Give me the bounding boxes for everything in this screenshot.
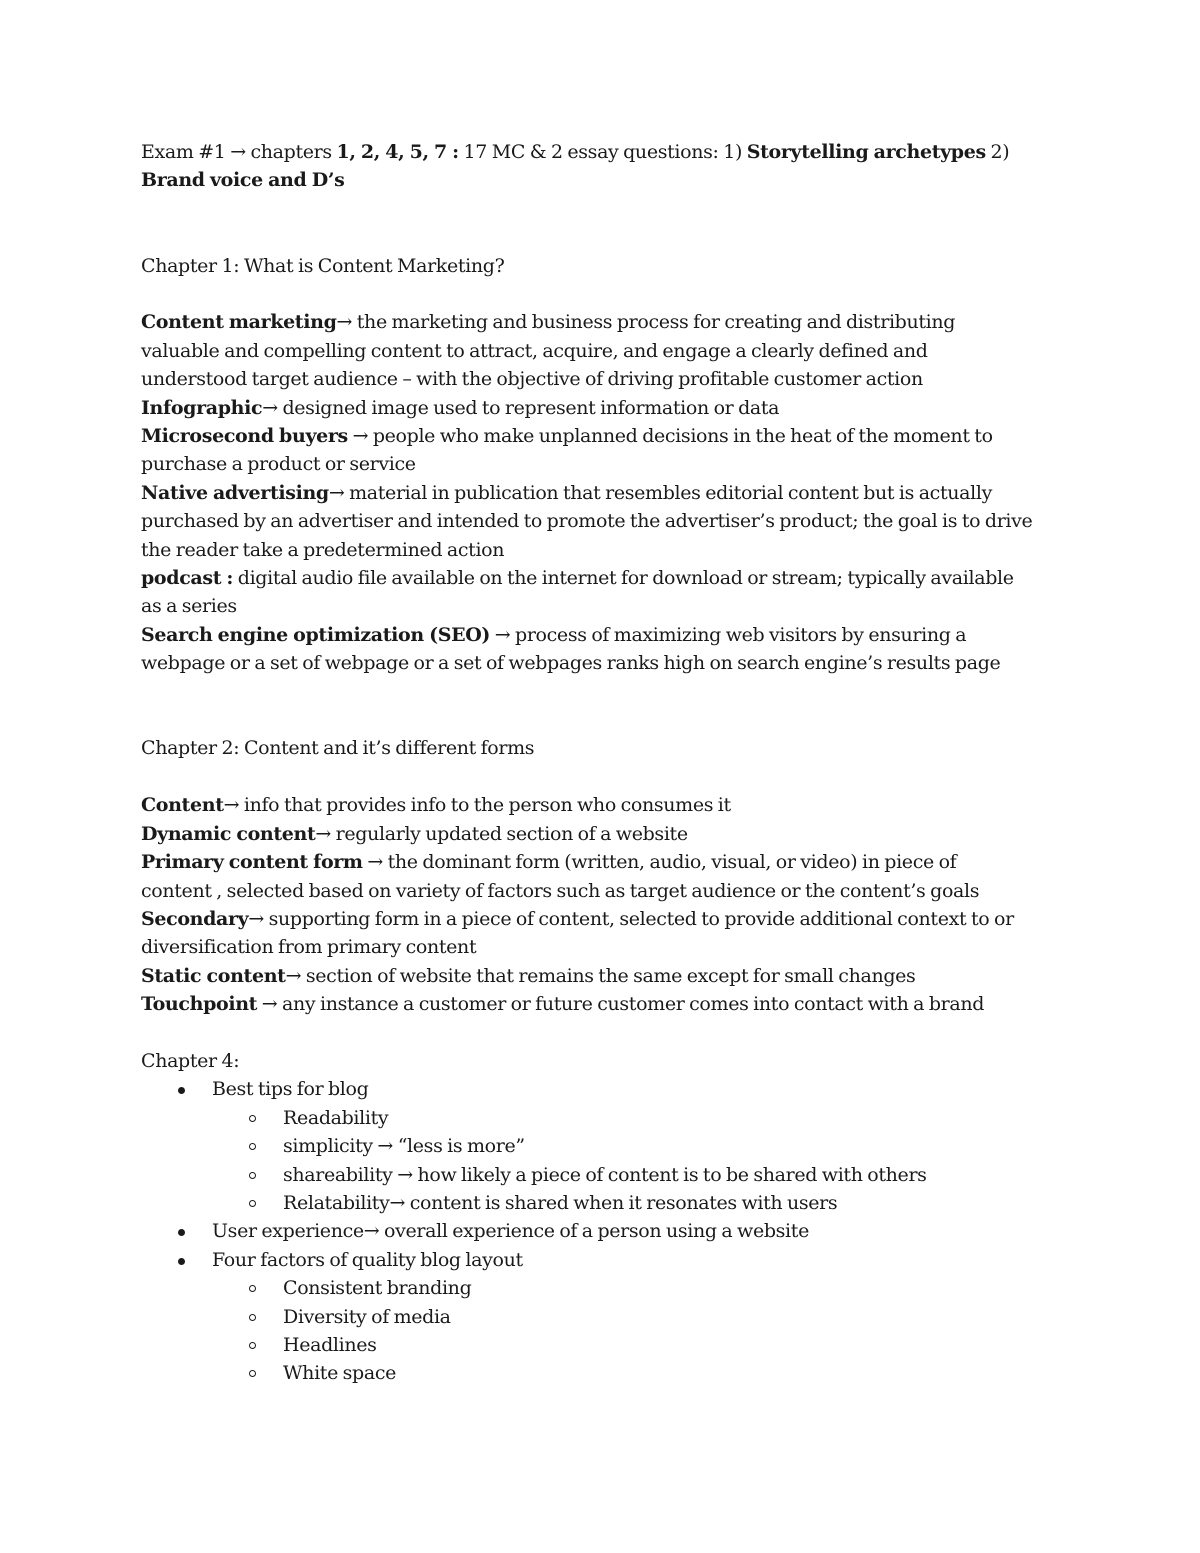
- chapter-1-title: Chapter 1: What is Content Marketing?: [141, 254, 505, 277]
- term-label: Primary content form: [141, 851, 363, 874]
- term-definition: valuable and compelling content to attract, acquire, and engage a clearly defined and: [141, 339, 928, 362]
- term-definition: → any instance a customer or future customer comes into contact with a brand: [257, 993, 985, 1016]
- chapter-2-term-touchpoint: [141, 990, 1061, 1018]
- term-definition: purchased by an advertiser and intended to promote the advertiser’s product; the goal is to drive: [141, 510, 1033, 533]
- list-item: [141, 1217, 1061, 1245]
- sub-list-item: Relatability→ content is shared when it resonates with users: [212, 1189, 1061, 1217]
- term-definition: → the marketing and business process for creating and distributing: [336, 311, 956, 334]
- term-definition: the reader take a predetermined action: [141, 538, 505, 561]
- sub-list-item: Headlines: [212, 1331, 1061, 1359]
- term-label: Infographic: [141, 396, 263, 419]
- chapter-2-title: Chapter 2: Content and it’s different forms: [141, 737, 535, 760]
- list-item: [141, 1246, 1061, 1388]
- term-definition: → regularly updated section of a website: [315, 822, 688, 845]
- exam-summary-line-2: [141, 166, 1061, 194]
- term-label: Content: [141, 794, 224, 817]
- chapter-2-term-secondary: [141, 905, 1061, 962]
- chapter-4-title: Chapter 4:: [141, 1049, 240, 1072]
- exam-prefix: Exam #1 → chapters: [141, 141, 337, 163]
- sub-list: [212, 1274, 1061, 1388]
- chapter-2-term-dynamic-content: [141, 820, 1061, 848]
- term-label: Dynamic content: [141, 822, 316, 845]
- sub-list-item: White space: [212, 1359, 1061, 1387]
- essay-topic-2: Brand voice and D’s: [141, 169, 345, 192]
- term-definition: → designed image used to represent information or data: [262, 396, 780, 419]
- term-definition: content , selected based on variety of factors such as target audience or the content’s goals: [141, 879, 980, 902]
- term-definition: → people who make unplanned decisions in the heat of the moment to: [347, 425, 993, 448]
- term-label: Search engine optimization (SEO): [141, 623, 491, 646]
- essay-topic-1: Storytelling archetypes: [746, 141, 986, 163]
- sub-list-item: Consistent branding: [212, 1274, 1061, 1302]
- list-item-text: Four factors of quality blog layout: [212, 1248, 523, 1271]
- term-definition: → section of website that remains the same except for small changes: [285, 964, 916, 987]
- exam-chapters: 1, 2, 4, 5, 7 :: [336, 141, 459, 163]
- term-definition: purchase a product or service: [141, 453, 416, 476]
- chapter-1-term-microsecond-buyers: [141, 422, 1061, 479]
- chapter-1-term-native-advertising: [141, 479, 1061, 564]
- term-definition: as a series: [141, 595, 237, 618]
- essay-2-number: 2): [985, 141, 1010, 163]
- sub-list-item: Readability: [212, 1104, 1061, 1132]
- sub-list-item: Diversity of media: [212, 1303, 1061, 1331]
- exam-mid: 17 MC & 2 essay questions: 1): [458, 141, 747, 163]
- term-label: Touchpoint: [141, 993, 258, 1016]
- list-item: [141, 1075, 1061, 1217]
- chapter-2-term-static-content: [141, 962, 1061, 990]
- term-label: Secondary: [141, 907, 249, 930]
- document-page: [141, 138, 1061, 1388]
- exam-summary: [141, 138, 1061, 195]
- sub-list-item: shareability → how likely a piece of content is to be shared with others: [212, 1161, 1061, 1189]
- chapter-1-term-infographic: [141, 394, 1061, 422]
- term-label: Native advertising: [141, 481, 329, 504]
- list-item-text: Best tips for blog: [212, 1078, 369, 1101]
- term-label: Content marketing: [141, 311, 337, 334]
- chapter-2-term-content: [141, 791, 1061, 819]
- term-definition: → material in publication that resembles editorial content but is actually: [328, 481, 992, 504]
- sub-list-item: simplicity → “less is more”: [212, 1132, 1061, 1160]
- chapter-2-term-primary-content-form: [141, 848, 1061, 905]
- term-definition: webpage or a set of webpage or a set of webpages ranks high on search engine’s results page: [141, 652, 1001, 675]
- term-definition: → supporting form in a piece of content, selected to provide additional context to or: [248, 907, 1014, 930]
- term-label: Microsecond buyers: [141, 425, 348, 448]
- term-definition: diversification from primary content: [141, 936, 477, 959]
- term-label: Static content: [141, 964, 286, 987]
- list-item-text: User experience→ overall experience of a person using a website: [212, 1220, 809, 1243]
- chapter-4-list: [141, 1075, 1061, 1387]
- chapter-1-term-content-marketing: [141, 308, 1061, 393]
- term-definition: → the dominant form (written, audio, visual, or video) in piece of: [362, 851, 957, 874]
- exam-summary-line-1: [141, 138, 1061, 166]
- term-definition: → info that provides info to the person who consumes it: [223, 794, 731, 817]
- term-definition: digital audio file available on the internet for download or stream; typically available: [233, 567, 1014, 590]
- chapter-1-term-seo: [141, 621, 1061, 678]
- term-label: podcast :: [141, 567, 234, 590]
- term-definition: understood target audience – with the objective of driving profitable customer action: [141, 368, 923, 391]
- chapter-1-term-podcast: [141, 564, 1061, 621]
- term-definition: → process of maximizing web visitors by ensuring a: [490, 623, 967, 646]
- sub-list: [212, 1104, 1061, 1218]
